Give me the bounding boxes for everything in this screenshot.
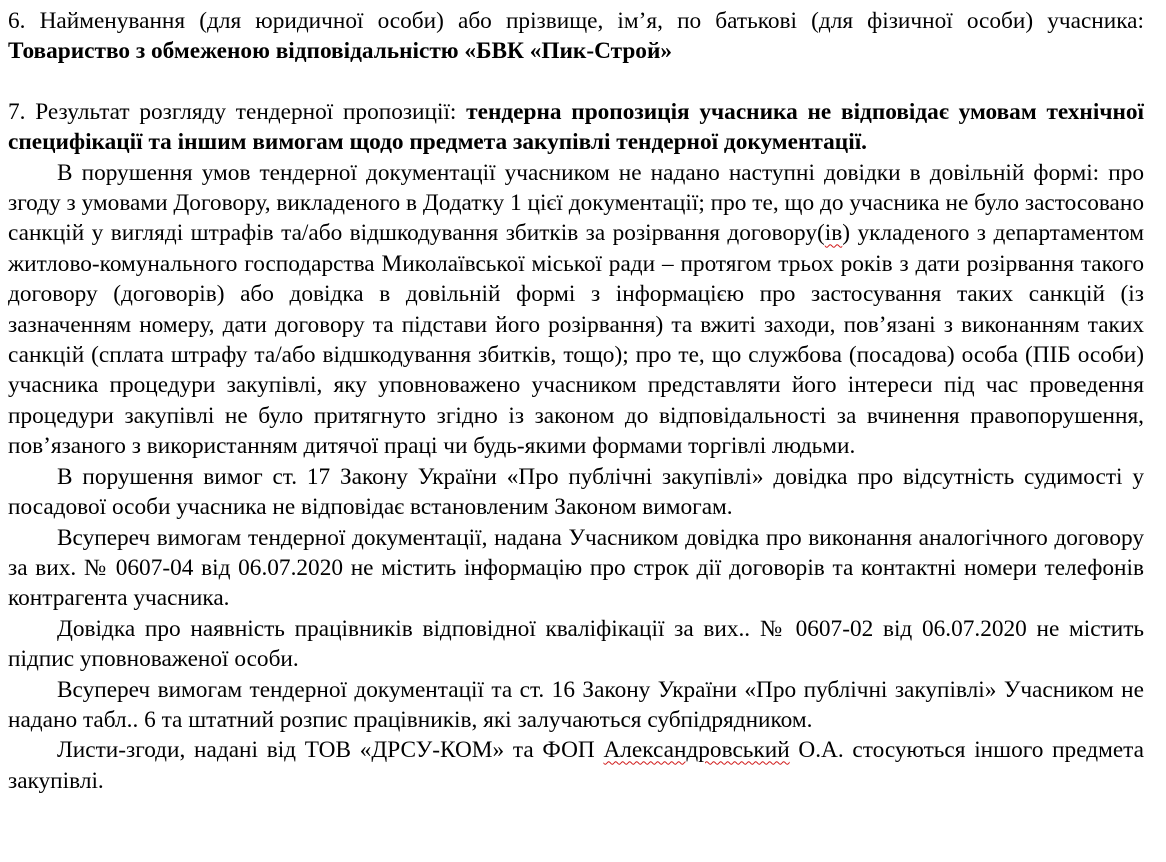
paragraph-text: Листи-згоди, надані від ТОВ «ДРСУ-КОМ» та ФОП xyxy=(57,737,604,764)
paragraph-criminal-record: В порушення вимог ст. 17 Закону України «Про публічні закупівлі» довідка про відсутність судимості у посадової особи учасника не відповідає встановленим Законом вимогам. xyxy=(8,463,1144,521)
section-7-result xyxy=(8,97,1144,158)
paragraph-consent-letters xyxy=(8,735,1144,796)
section-6-label: 6. Найменування (для юридичної особи) або прізвище, ім’я, по батькові (для фізичної особи) учасника: xyxy=(8,8,1144,34)
participant-name: Товариство з обмеженою відповідальністю «БВК «Пик-Строй» xyxy=(8,38,673,65)
paragraph-text: В порушення умов тендерної документації учасником не надано наступні довідки в довільній формі: про згоду з умовами Договору, викладеного в Додатку 1 цієї документації; про те, що до учасника не було застосовано санкцій у вигляді штрафів та/або відшкодування збитків за розірвання договору( xyxy=(8,159,1144,247)
paragraph-staff-table: Всупереч вимогам тендерної документації та ст. 16 Закону України «Про публічні закупівлі» Учасником не надано табл.. 6 та штатний розпис працівників, які залучаються субпідрядником. xyxy=(8,676,1144,733)
paragraph-similar-contract: Всупереч вимогам тендерної документації, надана Учасником довідка про виконання аналогічного договору за вих. № 0607-04 від 06.07.2020 не містить інформацію про строк дії договорів та контактні номери телефонів контрагента учасника. xyxy=(8,524,1144,612)
spellcheck-flagged-word: Александровський xyxy=(603,737,790,764)
paragraph-text: О.А. стосуються іншого предмета закупівлі. xyxy=(8,737,1144,794)
paragraph-missing-certificates xyxy=(8,158,1144,462)
paragraph-spacer xyxy=(8,67,1144,97)
review-result: тендерна пропозиція учасника не відповідає умовам технічної специфікації та іншим вимогам щодо предмета закупівлі тендерної документації. xyxy=(8,98,1144,156)
paragraph-qualified-staff: Довідка про наявність працівників відповідної кваліфікації за вих.. № 0607-02 від 06.07.2020 не містить підпис уповноваженої особи. xyxy=(8,615,1144,673)
document-page xyxy=(8,6,1144,796)
section-6-participant xyxy=(8,6,1144,67)
section-7-label: 7. Результат розгляду тендерної пропозиції: xyxy=(8,98,467,125)
spellcheck-flagged-word: ів xyxy=(824,220,843,247)
paragraph-text: ) укладеного з департаментом житлово-комунального господарства Миколаївської міської ради – протягом трьох років з дати розірвання такого договору (договорів) або довідка в довільній формі з інформацією про застосування таких санкцій (із зазначенням номеру, дати договору та підстави його розірвання) та вжиті заходи, пов’язані з виконанням таких санкцій (сплата штрафу та/або відшкодування збитків, тощо); про те, що службова (посадова) особа (ПІБ особи) учасника процедури закупівлі, яку уповноважено учасником представляти його інтереси під час проведення процедури закупівлі не було притягнуто згідно із законом до відповідальності за вчинення правопорушення, пов’язаного з використанням дитячої праці чи будь-якими формами торгівлі людьми. xyxy=(8,220,1144,460)
